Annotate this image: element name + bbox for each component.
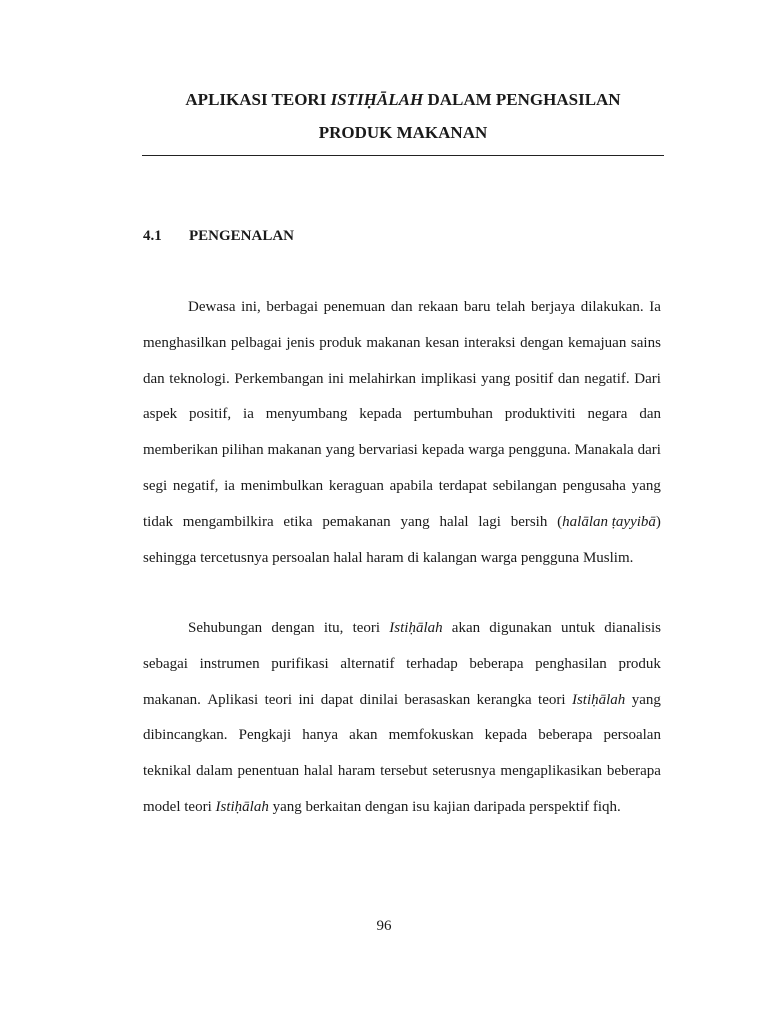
word: produktiviti	[504, 406, 576, 423]
word: kemajuan	[568, 334, 627, 351]
word: etika	[283, 513, 313, 530]
word: memberikan	[143, 442, 218, 459]
word: dan	[639, 406, 661, 423]
word: dengan	[520, 334, 564, 351]
word: segi	[143, 477, 168, 494]
word: kerangka	[476, 691, 532, 708]
page-number: 96	[376, 918, 392, 934]
italic-term: halālan ṭayyibā	[562, 513, 656, 530]
paragraph-line	[143, 326, 661, 362]
word: alternatif	[340, 655, 395, 672]
word: baru	[463, 299, 491, 315]
word: menyumbang	[265, 406, 348, 423]
word: penentuan	[237, 763, 300, 780]
italic-term: Istiḥālah	[215, 798, 269, 815]
title-text: APLIKASI TEORI	[185, 90, 331, 109]
word: teori	[538, 691, 566, 708]
word: berjaya	[530, 299, 576, 315]
word: kepada	[421, 442, 465, 459]
word: telah	[496, 299, 526, 315]
section-heading	[143, 226, 294, 246]
word: aspek	[143, 406, 178, 423]
word: pertumbuhan	[413, 406, 493, 423]
word: instrumen	[199, 655, 260, 672]
word: dibincangkan.	[143, 727, 228, 744]
word: bersih	[510, 513, 548, 530]
word: seterusnya	[432, 763, 496, 780]
word: digunakan	[489, 620, 552, 636]
paragraph-line	[143, 433, 661, 469]
italic-term: Istiḥālah	[571, 691, 626, 708]
word: menghasilkan	[143, 334, 227, 351]
word: penemuan	[323, 299, 386, 315]
word: terdapat	[438, 477, 487, 494]
paragraph-line	[143, 611, 661, 647]
word: ini	[298, 691, 315, 708]
word: lagi	[478, 513, 501, 530]
line-text: model teori	[143, 798, 216, 815]
word: Perkembangan	[234, 370, 324, 387]
word: hanya	[302, 727, 339, 744]
word: haram	[337, 763, 376, 780]
word: akan	[451, 620, 481, 636]
word: terhadap	[406, 655, 458, 672]
word: memfokuskan	[388, 727, 474, 744]
word: makanan	[366, 334, 421, 351]
paragraph-line	[143, 683, 661, 719]
word: dan	[557, 370, 580, 387]
word: teori	[264, 691, 293, 708]
word: keraguan	[328, 477, 384, 494]
chapter-title-line-2: PRODUK MAKANAN	[318, 123, 488, 142]
word: yang	[481, 370, 511, 387]
word: Aplikasi	[207, 691, 259, 708]
word: negatif.	[584, 370, 630, 387]
line-text: sehingga tercetusnya persoalan halal haram di kalangan warga pengguna Muslim.	[143, 549, 634, 566]
word: beberapa	[606, 763, 661, 780]
word: dapat	[320, 691, 354, 708]
chapter-title-line-1	[142, 89, 664, 111]
word: Ia	[649, 299, 661, 315]
word: akan	[349, 727, 378, 744]
word: yang	[631, 477, 661, 494]
word: halal	[303, 763, 334, 780]
word: ini	[328, 370, 344, 387]
word: ia	[243, 406, 254, 423]
word: persoalan	[603, 727, 661, 744]
word: Manakala	[574, 442, 634, 459]
section-title: PENGENALAN	[189, 228, 295, 244]
word: Pengkaji	[238, 727, 292, 744]
word: menimbulkan	[240, 477, 324, 494]
word: tidak	[143, 513, 173, 530]
word: ia	[224, 477, 235, 494]
word: positif,	[189, 406, 232, 423]
word: mengaplikasikan	[500, 763, 603, 780]
word: pemakanan	[322, 513, 391, 530]
word: Dewasa	[188, 299, 236, 315]
word: produk	[618, 655, 661, 672]
italic-term-group	[557, 505, 661, 541]
word: pilihan	[221, 442, 264, 459]
word: negara	[587, 406, 628, 423]
word: warga	[468, 442, 505, 459]
word: yang	[400, 513, 430, 530]
word: sebagai	[143, 655, 188, 672]
paragraph-line	[143, 362, 661, 398]
paragraph-line	[143, 541, 661, 577]
word: beberapa	[538, 727, 593, 744]
paragraph-line	[143, 647, 661, 683]
word: dari	[637, 442, 661, 459]
word: Dari	[634, 370, 661, 387]
italic-term: Istiḥālah	[389, 620, 443, 636]
word: tersebut	[380, 763, 428, 780]
word: halal	[439, 513, 469, 530]
section-number: 4.1	[143, 228, 162, 244]
paren-close: )	[655, 513, 661, 530]
paragraph-line	[143, 505, 661, 541]
paragraph-line	[143, 754, 661, 790]
word: apabila	[389, 477, 433, 494]
word: kepada	[484, 727, 528, 744]
word: positif	[514, 370, 554, 387]
word: sains	[630, 334, 661, 351]
word: negatif,	[172, 477, 219, 494]
word: rekaan	[418, 299, 459, 315]
word: pengusaha	[562, 477, 626, 494]
word: beberapa	[469, 655, 524, 672]
word: yang	[325, 442, 355, 459]
paren-open: (	[557, 513, 563, 530]
word: interaksi	[463, 334, 516, 351]
word: purifikasi	[271, 655, 329, 672]
word: teknikal	[143, 763, 192, 780]
paragraph-line	[143, 397, 661, 433]
word: pelbagai	[230, 334, 282, 351]
paragraph-1	[143, 290, 661, 576]
paragraph-line	[143, 718, 661, 754]
paragraph-line	[143, 469, 661, 505]
line-text: yang berkaitan dengan isu kajian daripada perspektif fiqh.	[268, 798, 621, 815]
word: kesan	[425, 334, 460, 351]
word: dan	[143, 370, 165, 387]
word: melahirkan	[348, 370, 417, 387]
word: yang	[631, 691, 661, 708]
word: untuk	[560, 620, 596, 636]
word: dengan	[271, 620, 315, 636]
title-divider	[142, 155, 664, 156]
word: dinilai	[359, 691, 398, 708]
word: makanan.	[143, 691, 201, 708]
word: pengguna.	[508, 442, 571, 459]
title-text: DALAM PENGHASILAN	[423, 90, 621, 109]
word: dilakukan.	[580, 299, 644, 315]
word: kepada	[359, 406, 402, 423]
word: dalam	[196, 763, 233, 780]
word: jenis	[286, 334, 315, 351]
word: Sehubungan	[188, 620, 263, 636]
paragraph-2	[143, 611, 661, 826]
word: bervariasi	[358, 442, 418, 459]
word: berasaskan	[404, 691, 471, 708]
word: berbagai	[266, 299, 318, 315]
word: itu,	[323, 620, 344, 636]
word: implikasi	[420, 370, 477, 387]
word: sebilangan	[492, 477, 557, 494]
word: dianalisis	[604, 620, 661, 636]
paragraph-line	[143, 790, 661, 826]
word: teknologi.	[169, 370, 230, 387]
word: mengambilkira	[182, 513, 274, 530]
word: penghasilan	[535, 655, 607, 672]
word: dan	[390, 299, 413, 315]
paragraph-line	[143, 290, 661, 326]
title-italic-term: ISTIḤĀLAH	[330, 90, 424, 109]
word: produk	[319, 334, 362, 351]
word: teori	[352, 620, 381, 636]
word: makanan	[267, 442, 322, 459]
word: ini,	[241, 299, 261, 315]
